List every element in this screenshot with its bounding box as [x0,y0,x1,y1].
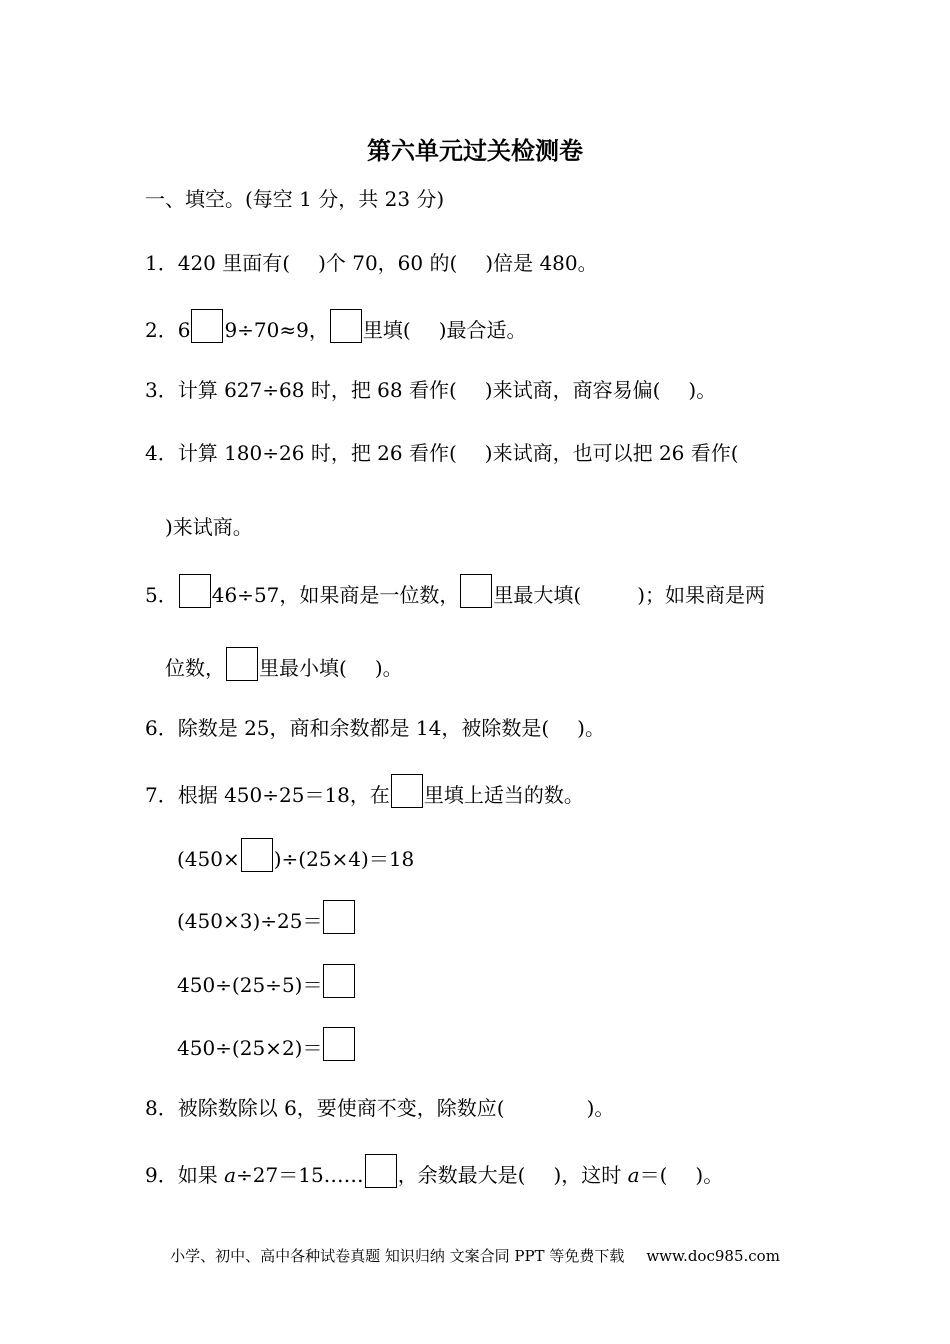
answer-box[interactable] [323,964,355,998]
answer-box[interactable] [241,838,273,872]
question-7-line-3: 450÷(25÷5)＝ [177,964,356,998]
question-5-cont: 位数， 里最小填( )。 [165,647,403,681]
question-6: 6．除数是 25，商和余数都是 14，被除数是( )。 [145,716,605,740]
section-heading: 一、填空。(每空 1 分，共 23 分) [145,187,445,211]
question-8: 8．被除数除以 6，要使商不变，除数应( )。 [145,1096,615,1120]
answer-box[interactable] [226,647,258,681]
question-4-cont: )来试商。 [165,515,253,539]
answer-box[interactable] [179,574,211,608]
question-1: 1．420 里面有( )个 70，60 的( )倍是 480。 [145,251,598,275]
footer [0,1244,950,1268]
answer-box[interactable] [323,1027,355,1061]
question-4: 4．计算 180÷26 时，把 26 看作( )来试商，也可以把 26 看作( [145,441,739,465]
answer-box[interactable] [330,309,362,343]
question-7: 7．根据 450÷25＝18，在 里填上适当的数。 [145,774,584,808]
answer-box[interactable] [323,900,355,934]
answer-box[interactable] [460,574,492,608]
question-7-line-1: (450× )÷(25×4)＝18 [177,838,414,872]
answer-box[interactable] [191,309,223,343]
question-7-line-2: (450×3)÷25＝ [177,900,356,934]
question-7-line-4: 450÷(25×2)＝ [177,1027,356,1061]
footer-text: 小学、初中、高中各种试卷真题 知识归纳 文案合同 PPT 等免费下载 [170,1247,625,1265]
question-2: 2．6 9÷70≈9， 里填( )最合适。 [145,309,527,343]
page-title: 第六单元过关检测卷 [367,137,583,165]
answer-box[interactable] [365,1154,397,1188]
question-9: 9．如果 a÷27＝15…… ，余数最大是( )，这时 a＝( )。 [145,1154,723,1188]
question-5: 5． 46÷57，如果商是一位数， 里最大填( )；如果商是两 [145,574,765,608]
question-3: 3．计算 627÷68 时，把 68 看作( )来试商，商容易偏( )。 [145,378,717,402]
answer-box[interactable] [391,774,423,808]
footer-url[interactable]: www.doc985.com [646,1247,780,1265]
